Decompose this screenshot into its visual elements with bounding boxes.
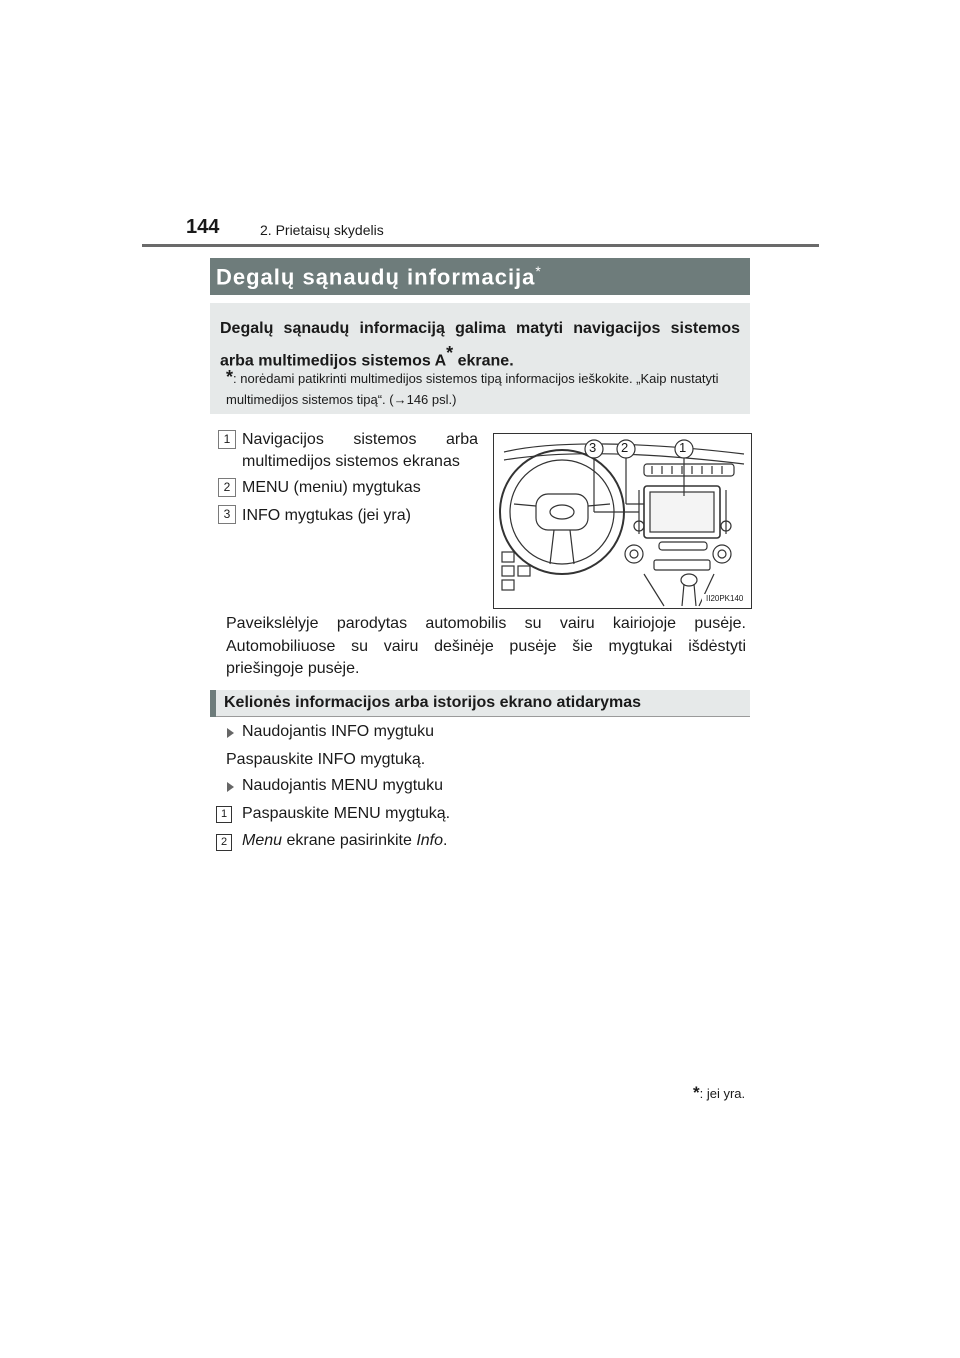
footer-note — [693, 1083, 745, 1103]
dashboard-illustration — [494, 434, 751, 608]
item-3: INFO mygtukas (jei yra) — [242, 507, 411, 524]
method-info-heading: Naudojantis INFO mygtuku — [242, 723, 435, 740]
item-1 — [242, 429, 478, 473]
dashboard-figure — [493, 433, 752, 609]
section-title: 2. Prietaisų skydelis — [260, 222, 384, 238]
callout-3: 3 — [589, 440, 597, 455]
step-1-text: Paspauskite MENU mygtuką. — [242, 805, 451, 822]
item-badge-2: 2 — [218, 478, 236, 497]
footer-note-text: : jei yra. — [699, 1086, 746, 1101]
footer-star: * — [693, 1083, 700, 1102]
triangle-bullet-icon — [227, 782, 234, 792]
step-2-text — [242, 832, 447, 850]
page-number: 144 — [186, 216, 220, 238]
figure-code: II20PK140 — [706, 594, 744, 603]
footnote-star: * — [226, 367, 234, 387]
title-asterisk: * — [535, 263, 542, 279]
item-1-word-c: arba — [445, 431, 478, 448]
footnote-text: : norėdami patikrinti multimedijos sistemos tipą informacijos ieškokite. „Kaip nustatyti multimedijos sistemos tipą“. (→146 psl.) — [226, 371, 719, 407]
callout-2: 2 — [621, 440, 629, 455]
step-badge-1: 1 — [216, 806, 232, 823]
page-title — [216, 263, 542, 290]
item-badge-3: 3 — [218, 505, 236, 524]
step-2-mid: ekrane pasirinkite — [282, 832, 417, 849]
intro-text-b: ekrane. — [453, 352, 514, 370]
subsection-accent — [210, 690, 216, 717]
method-menu-heading: Naudojantis MENU mygtuku — [242, 777, 443, 794]
step-2-menu-label: Menu — [242, 832, 283, 849]
step-2-end: . — [443, 832, 448, 849]
intro-text — [220, 316, 740, 373]
page-title-text: Degalų sąnaudų informacija — [216, 264, 536, 290]
intro-star: * — [446, 343, 454, 363]
intro-text-a: Degalų sąnaudų informaciją galima matyti navigacijos sistemos arba multimedijos sistemos A — [220, 320, 740, 370]
callout-1: 1 — [679, 440, 687, 455]
item-1-word-b: sistemos — [353, 431, 417, 448]
step-badge-2: 2 — [216, 834, 232, 851]
item-1-word-a: Navigacijos — [242, 431, 324, 448]
subsection-title: Kelionės informacijos arba istorijos ekrano atidarymas — [224, 694, 642, 711]
item-2: MENU (meniu) mygtukas — [242, 479, 421, 496]
item-badge-1: 1 — [218, 430, 236, 449]
item-1-line2: multimedijos sistemos ekranas — [242, 453, 460, 470]
method-info-text: Paspauskite INFO mygtuką. — [226, 751, 426, 768]
figure-note-paragraph: Paveikslėlyje parodytas automobilis su vairu kairiojoje pusėje. Automobiliuose su vairu dešinėje pusėje šie mygtukai išdėstyti priešingoje pusėje. — [226, 615, 746, 677]
triangle-bullet-icon — [227, 728, 234, 738]
header-rule — [142, 244, 819, 247]
intro-footnote — [226, 367, 740, 410]
step-2-info-label: Info — [416, 832, 444, 849]
